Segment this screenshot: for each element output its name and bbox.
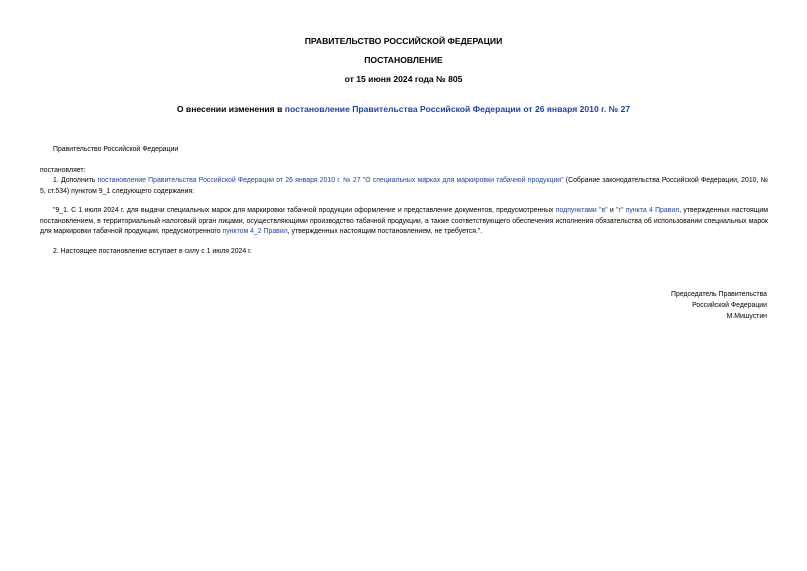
title-prefix: О внесении изменения в <box>176 104 285 114</box>
government-heading: ПРАВИТЕЛЬСТВО РОССИЙСКОЙ ФЕДЕРАЦИИ <box>304 36 503 46</box>
quoted-paragraph <box>40 206 768 238</box>
quote-part-2: и <box>607 207 617 214</box>
document-type-heading: ПОСТАНОВЛЕНИЕ <box>364 55 443 65</box>
item-2-paragraph: 2. Настоящее постановление вступает в силу с 1 июля 2024 г. <box>53 248 252 255</box>
item-1-suffix: (Собрание законодательства Российской Федерации, 2010, № 5, ст.534) пунктом 9_1 следующего содержания: <box>40 177 768 195</box>
signature-position-line2: Российской Федерации <box>692 302 767 309</box>
quote-part-1: "9_1. С 1 июля 2024 г. для выдачи специальных марок для маркировки табачной продукции оформление и представление документов, предусмотренных <box>53 207 556 214</box>
item-1-link[interactable]: постановление Правительства Российской Федерации от 26 января 2010 г. № 27 "О специальных марках для маркировки табачной продукции" <box>97 177 564 184</box>
document-title <box>0 104 807 115</box>
quote-link-item-4-2[interactable]: пунктом 4_2 Правил <box>222 228 288 235</box>
signature-name: М.Мишустин <box>726 313 767 320</box>
quote-link-item-4[interactable]: "г" пункта 4 Правил <box>616 207 680 214</box>
signature-position-line1: Председатель Правительства <box>671 291 767 298</box>
item-1-prefix: 1. Дополнить <box>53 177 98 184</box>
quote-part-3: , утвержденных настоящим постановлением, в территориальный налоговый орган лицами, осуществляющими производство табачной продукции, а также соответствующего обеспечения исполнения обязательства об использовании специальных марок для маркировки табачной продукции, предусмотренного <box>40 207 768 235</box>
quote-part-4: , утвержденных настоящим постановлением, не требуется.". <box>287 228 483 235</box>
issuer-text: Правительство Российской Федерации <box>53 146 179 153</box>
date-number-heading: от 15 июня 2024 года № 805 <box>344 74 463 84</box>
quote-link-subitems[interactable]: подпунктами "в" <box>555 207 608 214</box>
decides-text: постановляет: <box>40 167 86 174</box>
item-1-paragraph <box>40 176 768 197</box>
title-link[interactable]: постановление Правительства Российской Федерации от 26 января 2010 г. № 27 <box>284 104 631 114</box>
